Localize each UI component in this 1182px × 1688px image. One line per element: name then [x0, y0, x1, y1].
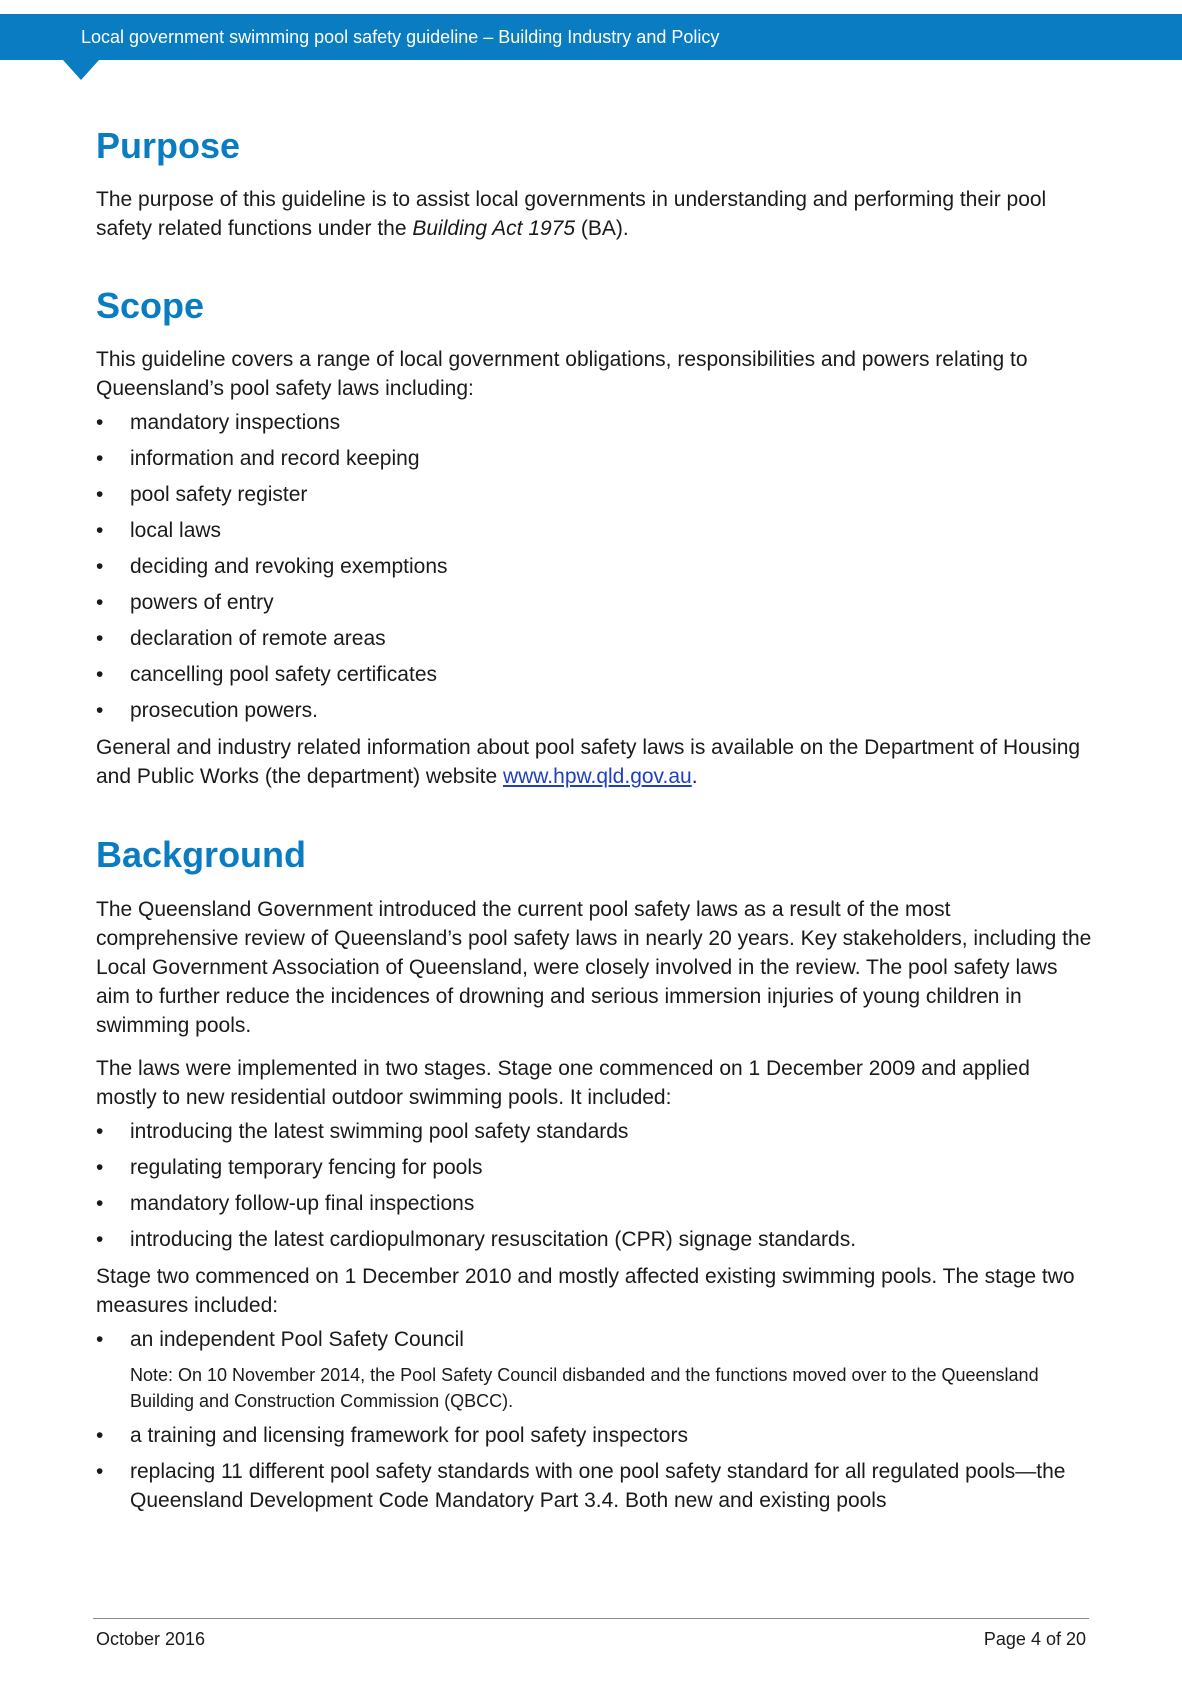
list-item: • replacing 11 different pool safety standards with one pool safety standard for all regulated pools—the Queensland Development Code Mandatory Part 3.4. Both new and existing pools: [96, 1457, 1096, 1515]
stage-two-council-item: an independent Pool Safety Council: [130, 1327, 464, 1351]
purpose-heading: Purpose: [96, 125, 241, 166]
footer-date: October 2016: [96, 1629, 206, 1649]
list-item: • mandatory inspections: [96, 408, 1096, 437]
header-notch: [63, 60, 99, 80]
list-item: • deciding and revoking exemptions: [96, 552, 1096, 581]
purpose-text-after: (BA).: [575, 217, 629, 241]
background-paragraph-3: Stage two commenced on 1 December 2010 and mostly affected existing swimming pools. The stage two measures included:: [96, 1264, 1075, 1317]
purpose-paragraph: [96, 185, 1096, 243]
scope-list: [96, 408, 1096, 725]
stage-one-list: [96, 1117, 1096, 1254]
scope-general-end: .: [691, 765, 698, 789]
list-item: • declaration of remote areas: [96, 624, 1096, 653]
scope-general-paragraph: [96, 733, 1096, 791]
footer-page-number: Page 4 of 20: [983, 1629, 1086, 1649]
list-item: • a training and licensing framework for pool safety inspectors: [96, 1421, 1096, 1450]
list-item: • introducing the latest swimming pool safety standards: [96, 1117, 1096, 1146]
department-website-link[interactable]: www.hpw.qld.gov.au: [502, 765, 692, 789]
list-item: • mandatory follow-up final inspections: [96, 1189, 1096, 1218]
background-paragraph-2: The laws were implemented in two stages. Stage one commenced on 1 December 2009 and applied mostly to new residential outdoor swimming pools. It included:: [96, 1056, 1030, 1109]
list-item: • pool safety register: [96, 480, 1096, 509]
list-item: • regulating temporary fencing for pools: [96, 1153, 1096, 1182]
purpose-act-title: Building Act 1975: [412, 217, 576, 241]
list-item: • cancelling pool safety certificates: [96, 660, 1096, 689]
stage-two-list: [96, 1325, 1096, 1515]
background-paragraph-1: The Queensland Government introduced the current pool safety laws as a result of the most comprehensive review of Queensland’s pool safety laws in nearly 20 years. Key stakeholders, including the Local Government Association of Queensland, were closely involved in the review. The pool safety laws aim to further reduce the incidences of drowning and serious immersion injuries of young children in swimming pools.: [96, 897, 1092, 1037]
list-item: • introducing the latest cardiopulmonary resuscitation (CPR) signage standards.: [96, 1225, 1096, 1254]
scope-heading: Scope: [96, 285, 205, 327]
list-item: • local laws: [96, 516, 1096, 545]
footer-rule: [93, 1618, 1089, 1619]
background-heading: Background: [96, 834, 307, 876]
list-item: • prosecution powers.: [96, 696, 1096, 725]
document-body: [96, 124, 1096, 1522]
purpose-text-before: The purpose of this guideline is to assist local governments in understanding and performing their pool safety related functions under the: [96, 188, 1047, 241]
stage-two-note: Note: On 10 November 2014, the Pool Safety Council disbanded and the functions moved over to the Queensland Building and Construction Commission (QBCC).: [130, 1364, 1039, 1411]
header-title: Local government swimming pool safety guideline – Building Industry and Policy: [81, 27, 720, 47]
scope-intro: This guideline covers a range of local government obligations, responsibilities and powers relating to Queensland’s pool safety laws including:: [96, 348, 1028, 401]
list-item: [96, 1325, 1096, 1414]
scope-general-text: General and industry related information about pool safety laws is available on the Department of Housing and Public Works (the department) website: [96, 736, 1081, 789]
list-item: • powers of entry: [96, 588, 1096, 617]
list-item: • information and record keeping: [96, 444, 1096, 473]
